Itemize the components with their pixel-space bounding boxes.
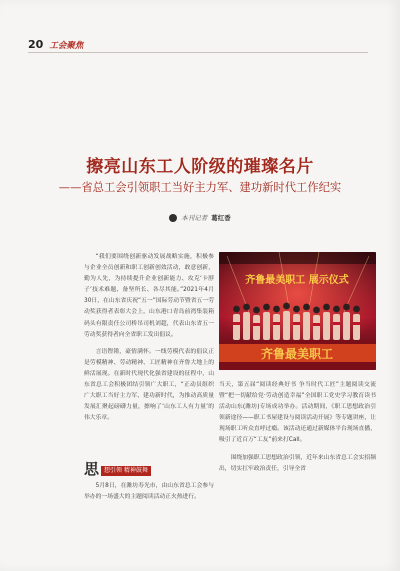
byline-name: 葛红香 xyxy=(211,214,231,222)
svg-text:齐鲁最美职工: 齐鲁最美职工 xyxy=(260,347,334,361)
article-subtitle: ——省总工会引领职工当好主力军、建功新时代工作纪实 xyxy=(58,181,342,194)
left-column xyxy=(84,252,214,430)
byline xyxy=(0,213,400,222)
right-paragraph-2: 围绕加强职工思想政治引领，近年来山东省总工会实招频出，切实扛牢政治责任，引导全省 xyxy=(219,454,376,472)
right-paragraph-1: 当天，第五届“阅读经典好书 争当时代工匠”主题阅读交流暨“把一切献给党·劳动创造幸福”全国职工党史学习教育读书活动山东(潍坊)专场成功举办。活动期间，《职工思想政治引领新途径——职工书屋建设与阅读活动开展》等专题讲座，让现场职工听众直呼过瘾。该活动还通过新媒体平台现场直播，吸引了近百万“工友”前来打Call。 xyxy=(219,382,376,444)
event-photo xyxy=(219,252,376,370)
subsection-body xyxy=(84,481,214,503)
article-title: 擦亮山东工人阶级的璀璨名片 xyxy=(86,157,314,177)
subsection-tag: 想引领 精神鼓舞 xyxy=(101,466,151,476)
right-column xyxy=(219,380,376,481)
header-divider xyxy=(28,52,368,53)
byline-bullet-icon xyxy=(169,214,177,222)
subsection-initial: 思 xyxy=(84,460,100,478)
subsection-heading xyxy=(84,462,151,477)
photo-banner-text: 齐鲁最美职工 展示仪式 xyxy=(245,275,349,286)
byline-role: 本刊记者 xyxy=(181,214,208,222)
page-header xyxy=(28,38,83,52)
section-label: 工会聚焦 xyxy=(49,41,84,51)
left-paragraph-1: “我们要围绕创新驱动发展战略实施，积极参与企业全员创新和职工创新创效活动，敢意创新，勤为人先，为持续提升企业创新能力、攻克‘卡脖子’技术难题、备坚所长、各尽其能。”2021年4月30日，在山东省庆祝“五一”国际劳动节暨省五一劳动奖获得者表彰大会上，山东港口青岛前湾集装箱码头有限责任公司桥吊司机刘超，代表山东省五一劳动奖获得者向全省职工发出倡议。 xyxy=(84,254,214,338)
left-paragraph-2: 言语铿锵，豪情满怀。一线劳模代表的倡议正是劳模精神、劳动精神、工匠精神在齐鲁大地上的鲜活展现。在新时代现代化强省建设的征程中，山东省总工会积极团结引领广大职工，“正动员组织广大职工当好主力军、建功新时代，为推动高质量发展汇聚起磅礴力量，擦响了‘山东工人有力量’的伟大乐章。 xyxy=(84,348,214,422)
page-number: 20 xyxy=(28,38,44,51)
subsection-paragraph: 5月8日，在潍坊寿光市，由山东省总工会参与举办的一场盛大的主题阅读活动正火热进行。 xyxy=(84,483,214,501)
